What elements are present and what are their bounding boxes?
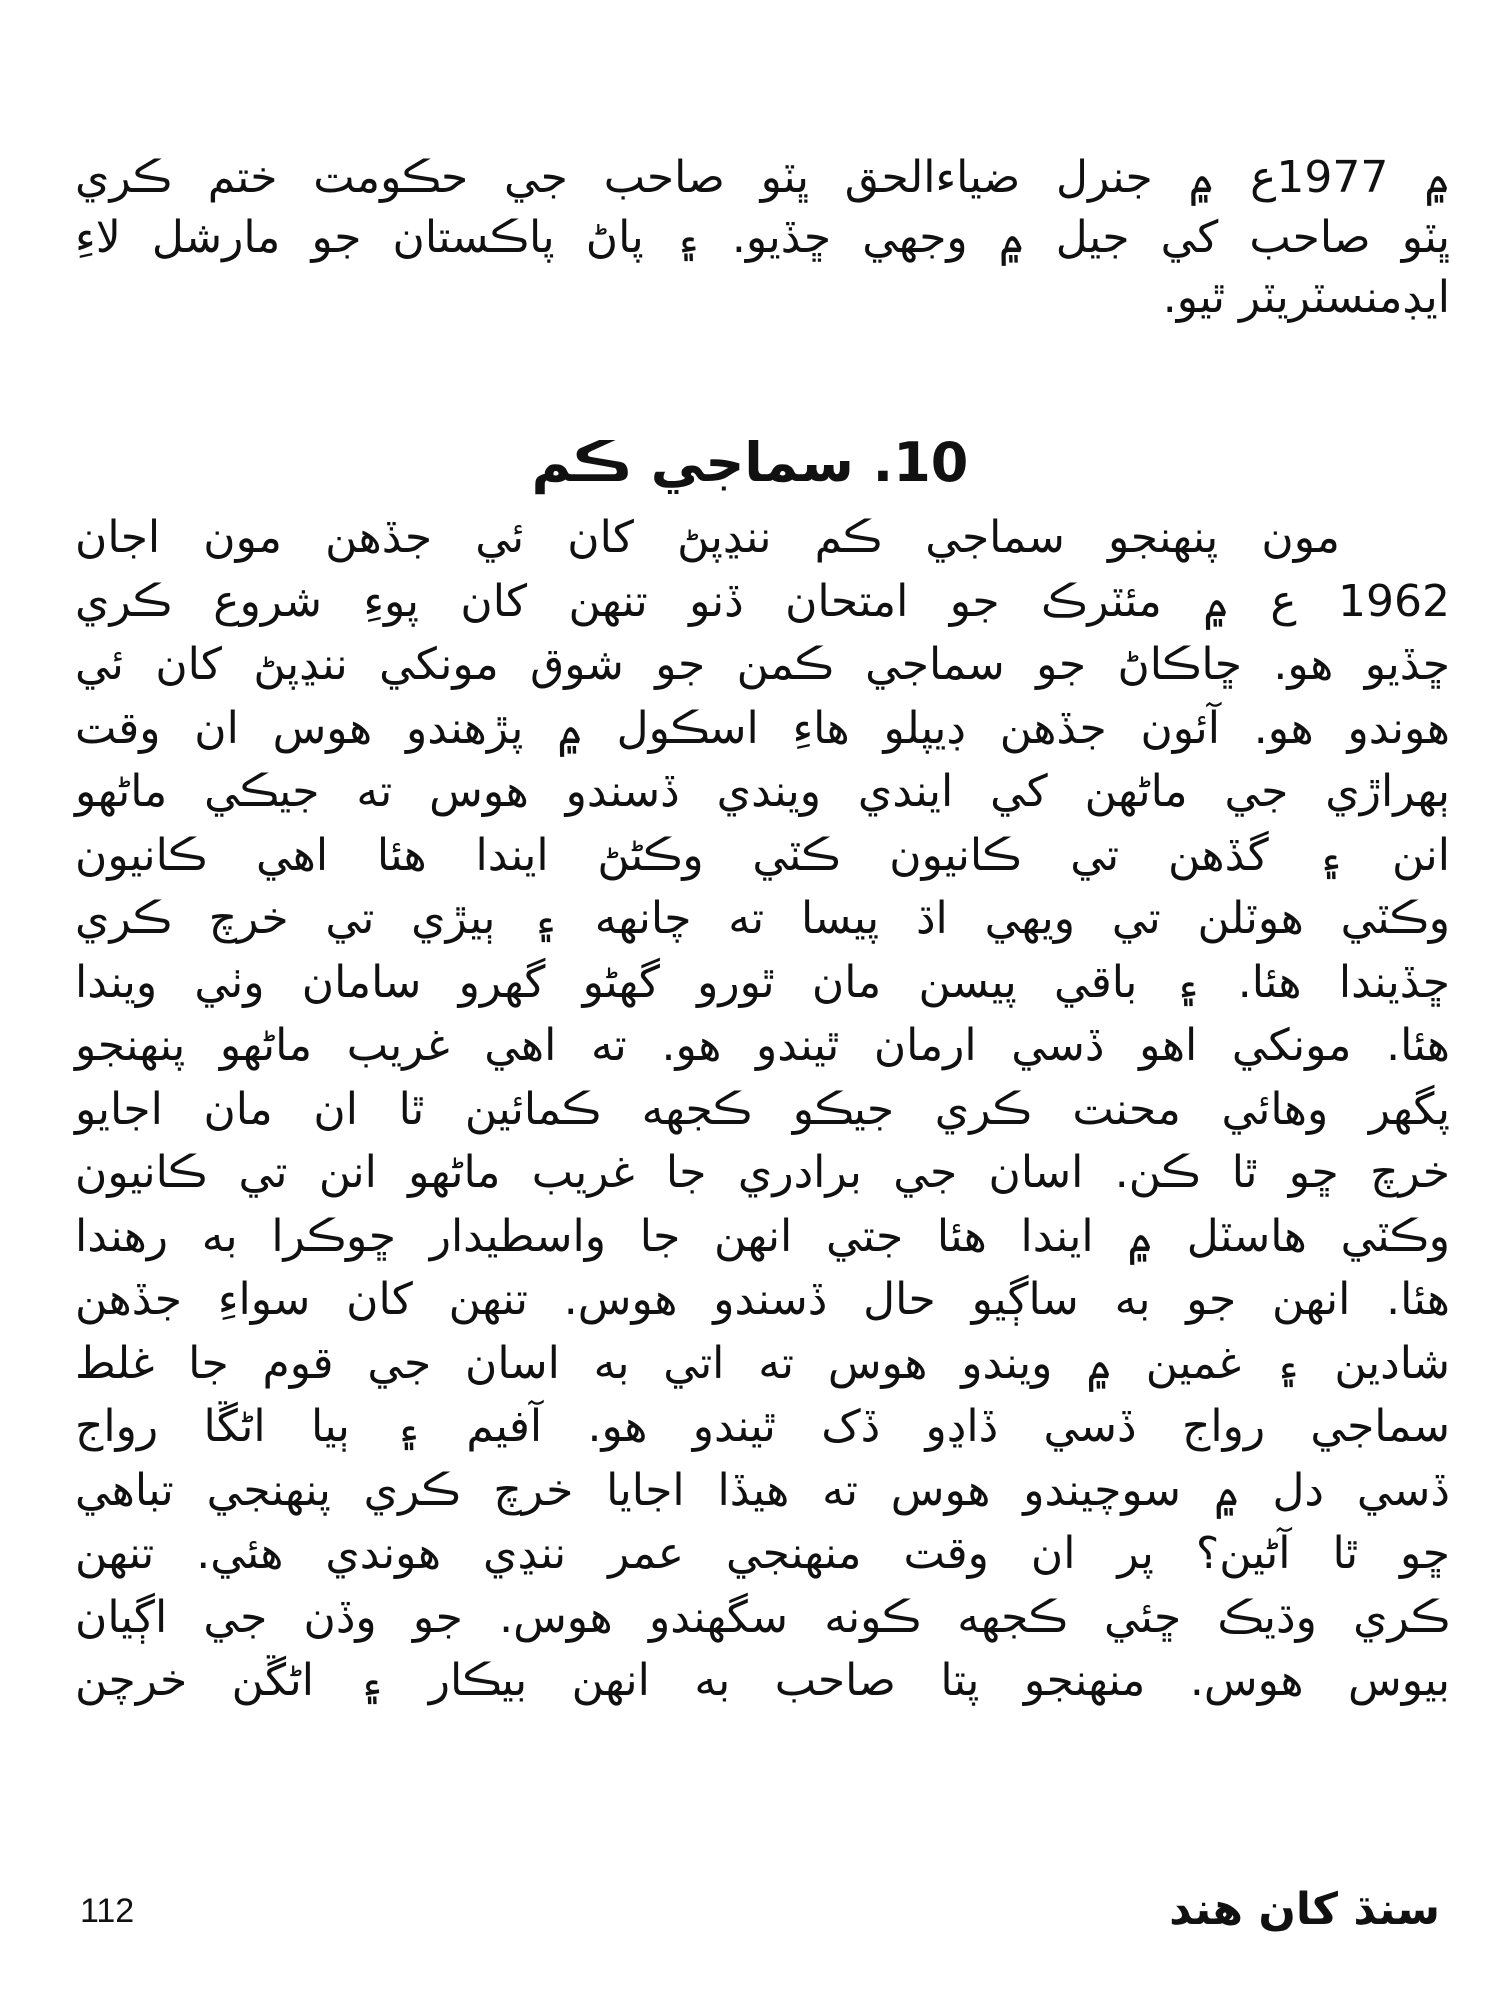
body-line: شادين ۽ غمين ۾ ويندو هوس ته اتي به اسان جي قوم جا غلط (75, 1337, 1450, 1389)
body-line: خرچ ڇو ٿا ڪن. اسان جي برادري جا غريب ماڻهو انن تي ڪانيون (75, 1147, 1450, 1198)
section-heading: 10. سماجي ڪم (531, 431, 969, 494)
body-line: 1962 ع ۾ مئٽرڪ جو امتحان ڏنو تنهن کان پوءِ شروع ڪري (75, 575, 1450, 627)
body-line: مون پنهنجو سماجي ڪم ننڍپڻ کان ئي جڏهن مون اجان (75, 512, 1340, 563)
body-line: هوندو هو. آئون جڏهن ڊيپلو هاءِ اسڪول ۾ پڙهندو هوس ان وقت (75, 702, 1450, 754)
body-line: پگهر وهائي محنت ڪري جيڪو ڪجهه ڪمائين ٿا ان مان اجايو (75, 1083, 1450, 1135)
intro-line: ايڊمنسٽريٽر ٿيو. (1162, 272, 1450, 323)
body-line: وڪٽي هوٽلن تي ويهي اڌ پيسا ته چانهه ۽ ٻيڙي تي خرچ ڪري (75, 893, 1450, 944)
body-line: هئا. مونکي اهو ڏسي ارمان ٿيندو هو. ته اهي غريب ماڻهو پنهنجو (75, 1020, 1450, 1071)
intro-line: ۾ 1977ع ۾ جنرل ضياءالحق ڀٽو صاحب جي حڪومت ختم ڪري (75, 152, 1450, 203)
body-line: وڪٽي هاسٽل ۾ ايندا هئا جتي انهن جا واسطيدار ڇوڪرا به رهندا (75, 1210, 1450, 1262)
intro-line: ڀٽو صاحب کي جيل ۾ وجهي ڇڏيو. ۽ پاڻ پاڪستان جو مارشل لاءِ (75, 212, 1450, 263)
body-line: ٻهراڙي جي ماڻهن کي ايندي ويندي ڏسندو هوس ته جيڪي ماڻهو (75, 766, 1450, 817)
body-paragraph (75, 506, 1450, 1713)
body-line: ڇو ٿا آڻين؟ پر ان وقت منهنجي عمر ننڍي هوندي هئي. تنهن (75, 1528, 1450, 1579)
body-line: ڪري وڌيڪ ڇئي ڪجهه ڪونه سگهندو هوس. جو وڏن جي اڳيان (75, 1591, 1450, 1643)
body-line: بيوس هوس. منهنجو پتا صاحب به انهن بيڪار ۽ اڻڱن خرچن (75, 1655, 1450, 1706)
page-number: 112 (80, 1892, 135, 1930)
body-line: ڇڏيو هو. ڇاڪاڻ جو سماجي ڪمن جو شوق مونکي ننڍپڻ کان ئي (75, 639, 1450, 690)
body-line: ڏسي دل ۾ سوچيندو هوس ته هيڏا اجايا خرچ ڪري پنهنجي تباهي (75, 1464, 1450, 1516)
intro-paragraph (75, 148, 1450, 328)
body-line: سماجي رواج ڏسي ڏاڍو ڏک ٿيندو هو. آفيم ۽ ٻيا اڻڱا رواج (75, 1401, 1450, 1452)
body-line: انن ۽ گڏهن تي ڪانيون ڪٽي وڪڻڻ ايندا هئا اهي ڪانيون (75, 829, 1450, 881)
footer-book-title: سنڌ کان هند (1169, 1884, 1440, 1935)
body-line: هئا. انهن جو به ساڳيو حال ڏسندو هوس. تنهن کان سواءِ جڏهن (75, 1274, 1450, 1325)
body-line: ڇڏيندا هئا. ۽ باقي پيسن مان ٿورو گهڻو گهرو سامان وٺي ويندا (75, 956, 1450, 1008)
